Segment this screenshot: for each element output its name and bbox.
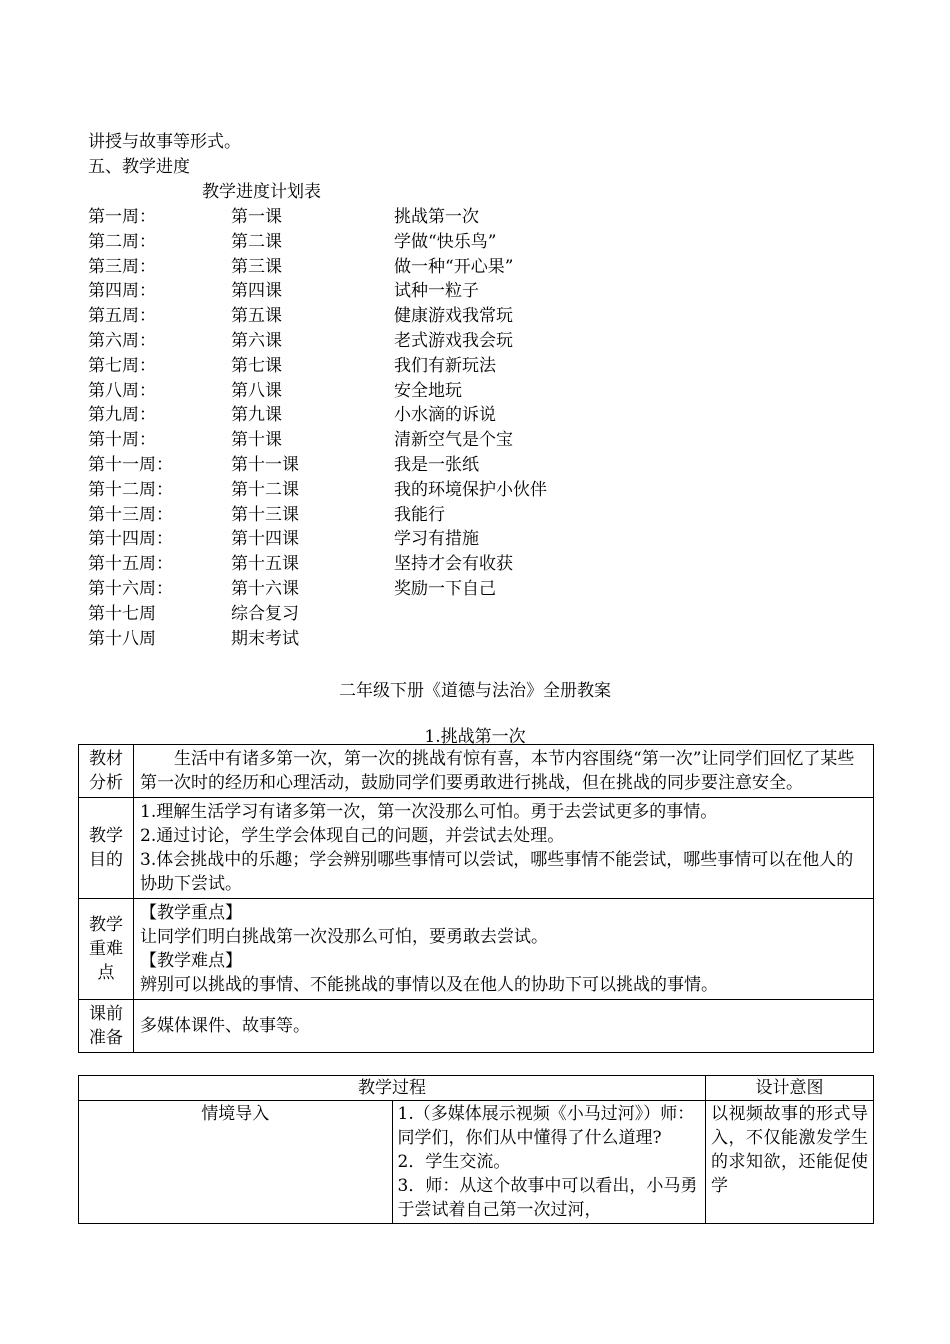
schedule-title: 教学进度计划表 (202, 182, 321, 202)
schedule-row (88, 500, 688, 525)
keypoints-label: 教学重难点 (79, 899, 134, 1000)
lesson-title: 1.挑战第一次 (424, 727, 526, 747)
schedule-row (88, 227, 688, 252)
schedule-topic: 奖励一下自己 (394, 579, 496, 599)
schedule-lesson: 第一课 (231, 207, 282, 227)
schedule-lesson: 第二课 (231, 231, 282, 252)
schedule-row (88, 549, 688, 574)
schedule-lesson: 第五课 (231, 306, 282, 327)
schedule-lesson: 第十二课 (231, 479, 299, 500)
schedule-row (88, 524, 688, 549)
stage-label: 情境导入 (79, 1101, 393, 1224)
lesson-plan-table (78, 744, 874, 1053)
schedule-week: 第一周： (88, 207, 156, 227)
schedule-week: 第六周： (88, 331, 156, 351)
schedule-row (88, 624, 688, 649)
section-heading: 五、教学进度 (88, 157, 190, 177)
process-header-row (79, 1076, 874, 1101)
difficulty-heading: 【教学难点】 (140, 951, 242, 971)
schedule-week: 第十八周 (88, 628, 156, 649)
schedule-week: 第十周： (88, 430, 156, 451)
schedule-week: 第十六周： (88, 579, 173, 599)
schedule-lesson: 综合复习 (231, 603, 299, 624)
schedule-week: 第九周： (88, 405, 156, 426)
schedule-week: 第八周： (88, 380, 156, 401)
schedule-week: 第十三周： (88, 504, 173, 525)
schedule-lesson: 第十五课 (231, 554, 299, 575)
schedule-row (88, 252, 688, 277)
prep-row (79, 1000, 874, 1053)
goals-label: 教学目的 (79, 798, 134, 899)
prep-text: 多媒体课件、故事等。 (134, 1000, 874, 1053)
step-item: 1.（多媒体展示视频《小马过河》）师：同学们，你们从中懂得了什么道理? (397, 1104, 695, 1148)
schedule-topic: 清新空气是个宝 (394, 430, 513, 451)
prep-label: 课前准备 (79, 1000, 134, 1053)
key-heading: 【教学重点】 (140, 903, 242, 923)
schedule-row (88, 450, 688, 475)
schedule-topic: 我们有新玩法 (394, 355, 496, 376)
schedule-lesson: 第十四课 (231, 529, 299, 550)
keypoints-cell (134, 899, 874, 1000)
schedule-row (88, 202, 688, 227)
keypoints-row (79, 899, 874, 1000)
schedule-topic: 做一种“开心果” (394, 256, 514, 277)
schedule-week: 第七周： (88, 355, 156, 376)
key-text: 让同学们明白挑战第一次没那么可怕，要勇敢去尝试。 (140, 927, 548, 947)
schedule-week: 第十二周： (88, 479, 173, 500)
goal-item: 2.通过讨论，学生学会体现自己的问题，并尝试去处理。 (140, 826, 565, 846)
schedule-week: 第十七周 (88, 603, 156, 624)
schedule-row (88, 376, 688, 401)
analysis-label: 教材分析 (79, 745, 134, 798)
schedule-lesson: 第八课 (231, 380, 282, 401)
schedule-week: 第三周： (88, 256, 156, 277)
schedule-lesson: 第七课 (231, 355, 282, 376)
schedule-lesson: 第九课 (231, 405, 282, 426)
schedule-week: 第十四周： (88, 529, 173, 550)
schedule-lesson: 第十一课 (231, 455, 299, 475)
schedule-topic: 学习有措施 (394, 529, 479, 550)
schedule-week: 第五周： (88, 306, 156, 327)
schedule-lesson: 期末考试 (231, 628, 299, 649)
schedule-week: 第十五周： (88, 554, 173, 575)
step-item: 2．学生交流。 (397, 1152, 511, 1172)
schedule-row (88, 326, 688, 351)
difficulty-text: 辨别可以挑战的事情、不能挑战的事情以及在他人的协助下可以挑战的事情。 (140, 975, 718, 995)
schedule-lesson: 第三课 (231, 256, 282, 277)
schedule-row (88, 425, 688, 450)
steps-cell (392, 1101, 706, 1224)
analysis-row (79, 745, 874, 798)
goals-row (79, 798, 874, 899)
process-row (79, 1101, 874, 1224)
schedule-topic: 我能行 (394, 504, 445, 525)
intent-text: 以视频故事的形式导入，不仅能激发学生的求知欲，还能促使学 (706, 1101, 874, 1224)
schedule-topic: 健康游戏我常玩 (394, 306, 513, 327)
schedule-topic: 试种一粒子 (394, 281, 479, 302)
schedule-week: 第十一周： (88, 455, 173, 475)
schedule-topic: 老式游戏我会玩 (394, 331, 513, 351)
schedule-lesson: 第六课 (231, 331, 282, 351)
schedule-lesson: 第十六课 (231, 579, 299, 599)
schedule-row (88, 475, 688, 500)
intro-line: 讲授与故事等形式。 (88, 132, 241, 152)
schedule-lesson: 第十课 (231, 430, 282, 451)
schedule-topic: 学做“快乐鸟” (394, 231, 497, 252)
schedule-topic: 坚持才会有收获 (394, 554, 513, 575)
schedule-topic: 我是一张纸 (394, 455, 479, 475)
goal-item: 1.理解生活学习有诸多第一次，第一次没那么可怕。勇于去尝试更多的事情。 (140, 802, 718, 822)
step-item: 3．师：从这个故事中可以看出，小马勇于尝试着自己第一次过河， (397, 1176, 698, 1220)
process-header: 教学过程 (79, 1076, 706, 1101)
schedule-week: 第四周： (88, 281, 156, 302)
goal-item: 3.体会挑战中的乐趣；学会辨别哪些事情可以尝试，哪些事情不能尝试，哪些事情可以在他人的协助下尝试。 (140, 850, 854, 894)
schedule-lesson: 第四课 (231, 281, 282, 302)
schedule-row (88, 599, 688, 624)
schedule-topic: 小水滴的诉说 (394, 405, 496, 426)
schedule-topic: 挑战第一次 (394, 207, 479, 227)
process-table (78, 1075, 874, 1224)
schedule-topic: 安全地玩 (394, 380, 462, 401)
intent-header: 设计意图 (706, 1076, 874, 1101)
analysis-text: 生活中有诸多第一次，第一次的挑战有惊有喜，本节内容围绕“第一次”让同学们回忆了某些第一次时的经历和心理活动，鼓励同学们要勇敢进行挑战，但在挑战的同步要注意安全。 (134, 745, 874, 798)
schedule-week: 第二周： (88, 231, 156, 252)
schedule-row (88, 301, 688, 326)
goals-cell (134, 798, 874, 899)
schedule-lesson: 第十三课 (231, 504, 299, 525)
schedule-topic: 我的环境保护小伙伴 (394, 479, 547, 500)
schedule-row (88, 276, 688, 301)
schedule-row (88, 351, 688, 376)
schedule-row (88, 400, 688, 425)
book-title: 二年级下册《道德与法治》全册教案 (339, 681, 611, 701)
schedule-row (88, 574, 688, 599)
